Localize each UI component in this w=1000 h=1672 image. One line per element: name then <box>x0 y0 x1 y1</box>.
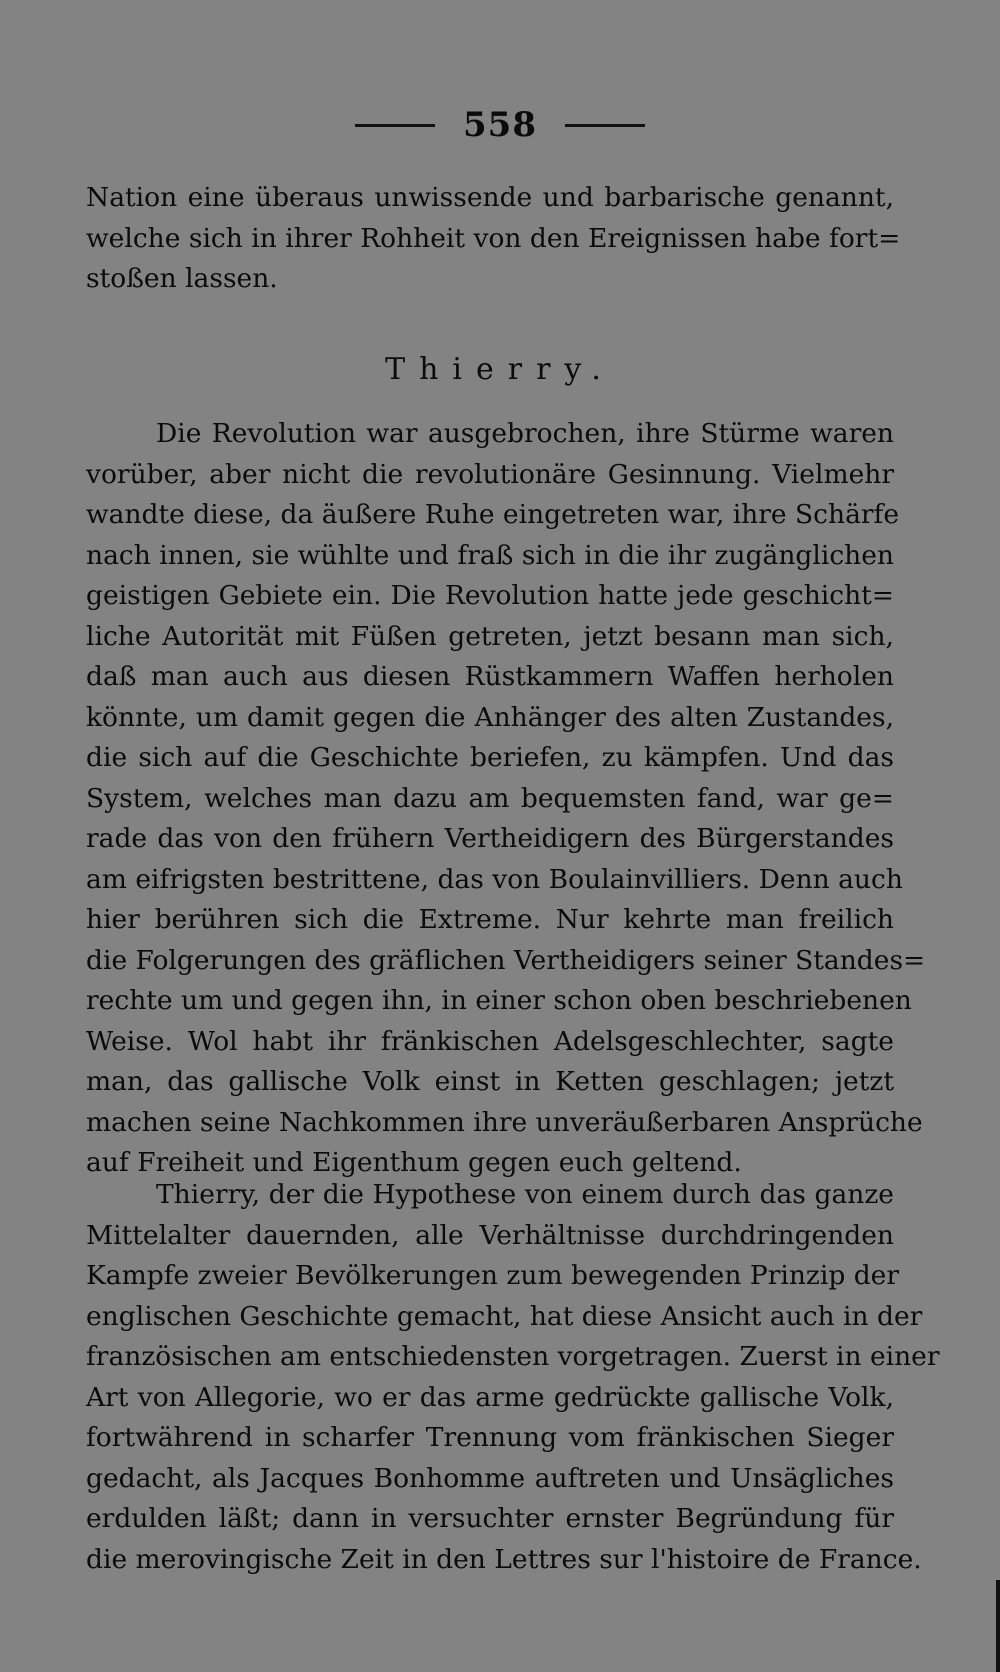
text-line: vorüber, aber nicht die revolutionäre Gesinnung. Vielmehr <box>86 458 894 490</box>
header-rule-right <box>565 124 645 127</box>
text-line: die sich auf die Geschichte beriefen, zu kämpfen. Und das <box>86 742 894 773</box>
text-line: wandte diese, da äußere Ruhe eingetreten war, ihre Schärfe <box>86 499 900 530</box>
header-rule-left <box>355 124 435 127</box>
page-header <box>0 100 1000 150</box>
text-line: Art von Allegorie, wo er das arme gedrückte gallische Volk, <box>86 1381 894 1413</box>
text-line: französischen am entschiedensten vorgetragen. Zuerst in einer <box>86 1341 940 1372</box>
text-line: System, welches man dazu am bequemsten fand, war ge= <box>86 782 894 814</box>
text-line: auf Freiheit und Eigenthum gegen euch geltend. <box>86 1147 742 1178</box>
text-line: Nation eine überaus unwissende und barbarische genannt, <box>86 182 894 213</box>
text-line: am eifrigsten bestrittene, das von Boulainvilliers. Denn auch <box>86 863 903 895</box>
paragraph-thierry <box>86 1175 940 1580</box>
text-line: daß man auch aus diesen Rüstkammern Waffen herholen <box>86 661 894 692</box>
text-line: liche Autorität mit Füßen getreten, jetzt besann man sich, <box>86 620 894 652</box>
page-number: 558 <box>463 105 537 145</box>
text-line: rade das von den frühern Vertheidigern des Bürgerstandes <box>86 823 894 854</box>
text-line: die merovingische Zeit in den Lettres sur l'histoire de France. <box>86 1543 922 1575</box>
text-line: könnte, um damit gegen die Anhänger des alten Zustandes, <box>86 701 894 733</box>
text-line: fortwährend in scharfer Trennung vom fränkischen Sieger <box>86 1422 894 1453</box>
text-line: stoßen lassen. <box>86 263 278 294</box>
text-line: englischen Geschichte gemacht, hat diese Ansicht auch in der <box>86 1300 923 1332</box>
text-line: gedacht, als Jacques Bonhomme auftreten und Unsägliches <box>86 1462 894 1494</box>
text-line: geistigen Gebiete ein. Die Revolution hatte jede geschicht= <box>86 580 894 611</box>
page-edge-mark <box>996 1580 1000 1672</box>
text-line: Mittelalter dauernden, alle Verhältnisse durchdringenden <box>86 1219 894 1251</box>
text-line: Weise. Wol habt ihr fränkischen Adelsgeschlechter, sagte <box>86 1025 894 1057</box>
text-line: nach innen, sie wühlte und fraß sich in die ihr zugänglichen <box>86 539 894 571</box>
text-line: machen seine Nachkommen ihre unveräußerbaren Ansprüche <box>86 1106 923 1138</box>
text-line: man, das gallische Volk einst in Ketten geschlagen; jetzt <box>86 1066 894 1097</box>
text-line: hier berühren sich die Extreme. Nur kehrte man freilich <box>86 904 894 935</box>
paragraph-revolution <box>86 414 926 1184</box>
text-line: rechte um und gegen ihn, in einer schon oben beschriebenen <box>86 985 912 1016</box>
text-line: Die Revolution war ausgebrochen, ihre Stürme waren <box>156 418 894 449</box>
text-line: die Folgerungen des gräflichen Vertheidigers seiner Standes= <box>86 944 926 976</box>
text-line: welche sich in ihrer Rohheit von den Ereignissen habe fort= <box>86 222 901 254</box>
text-line: Thierry, der die Hypothese von einem durch das ganze <box>156 1179 894 1210</box>
paragraph-continuation <box>86 178 901 300</box>
text-line: erdulden läßt; dann in versuchter ernster Begründung für <box>86 1503 894 1534</box>
section-heading: Thierry. <box>385 352 615 387</box>
text-line: Kampfe zweier Bevölkerungen zum bewegenden Prinzip der <box>86 1260 900 1291</box>
